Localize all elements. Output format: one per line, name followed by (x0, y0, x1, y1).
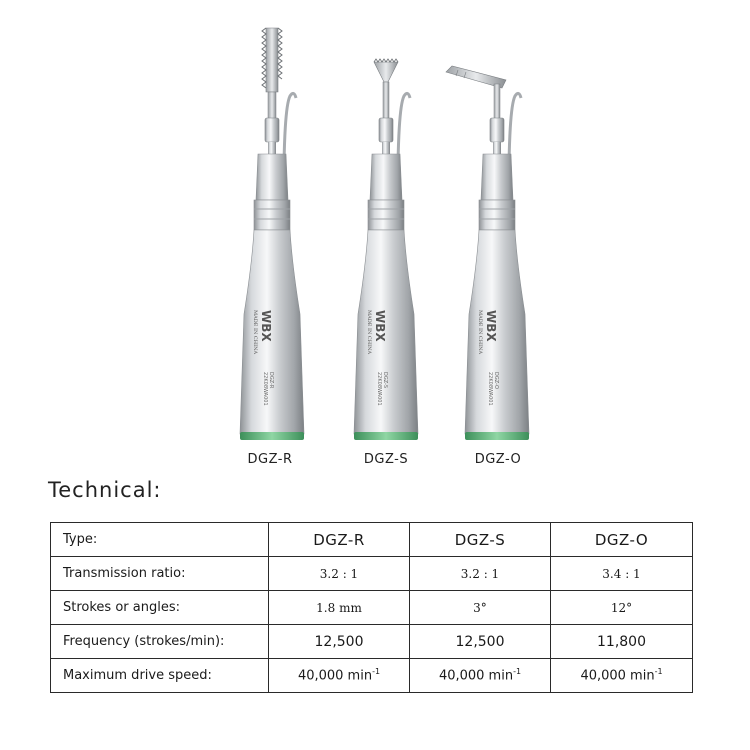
fan-blade-icon (374, 59, 398, 120)
row-label: Type: (51, 523, 269, 557)
saw-blade-icon (262, 28, 282, 120)
header-cell: DGZ-R (269, 523, 410, 557)
table-cell: 3.2 : 1 (269, 557, 410, 591)
section-title: Technical: (48, 478, 162, 502)
made-in-mark: MADE IN CHINA (366, 310, 372, 355)
row-label: Strokes or angles: (51, 591, 269, 625)
product-caption-dgz-o: DGZ-O (474, 452, 522, 467)
made-in-mark: MADE IN CHINA (252, 310, 258, 355)
table-cell: 12,500 (269, 625, 410, 659)
table-cell (551, 659, 693, 693)
made-in-mark: MADE IN CHINA (477, 310, 483, 355)
header-cell: DGZ-O (551, 523, 693, 557)
brand-logo: WBX (259, 310, 273, 342)
cell-value: 40,000 min (297, 668, 373, 684)
unit-exponent: -1 (372, 667, 381, 677)
serial-engraving: 22K08WA001 (262, 372, 268, 406)
table-row (51, 557, 693, 591)
table-cell: 11,800 (551, 625, 693, 659)
table-cell: 1.8 mm (269, 591, 410, 625)
row-label: Transmission ratio: (51, 557, 269, 591)
model-engraving: DGZ-O (493, 372, 499, 389)
brand-logo: WBX (373, 310, 387, 342)
row-label: Maximum drive speed: (51, 659, 269, 693)
spec-table (50, 522, 693, 693)
table-cell: 3.2 : 1 (410, 557, 551, 591)
table-cell (410, 659, 551, 693)
cell-value: 40,000 min (580, 668, 655, 684)
header-cell: DGZ-S (410, 523, 551, 557)
table-header-row (51, 523, 693, 557)
table-cell: 12° (551, 591, 693, 625)
model-engraving: DGZ-R (268, 372, 274, 389)
brand-logo: WBX (484, 310, 498, 342)
table-row (51, 591, 693, 625)
unit-exponent: -1 (513, 667, 522, 677)
table-cell: 3° (410, 591, 551, 625)
cell-value: 40,000 min (438, 668, 514, 684)
handpiece-dgz-o-image (432, 14, 552, 454)
table-cell: 3.4 : 1 (551, 557, 693, 591)
row-label: Frequency (strokes/min): (51, 625, 269, 659)
serial-engraving: 22K08WA001 (487, 372, 493, 406)
unit-exponent: -1 (654, 667, 663, 677)
serial-engraving: 22K08WA001 (376, 372, 382, 406)
table-cell (269, 659, 410, 693)
handpiece-dgz-s-image (322, 14, 442, 454)
product-caption-dgz-r: DGZ-R (247, 452, 293, 467)
table-row (51, 625, 693, 659)
table-row (51, 659, 693, 693)
oscillating-blade-icon (446, 66, 506, 120)
handpiece-dgz-r-image (210, 14, 330, 454)
table-cell: 12,500 (410, 625, 551, 659)
product-caption-dgz-s: DGZ-S (363, 452, 409, 467)
model-engraving: DGZ-S (382, 372, 388, 389)
